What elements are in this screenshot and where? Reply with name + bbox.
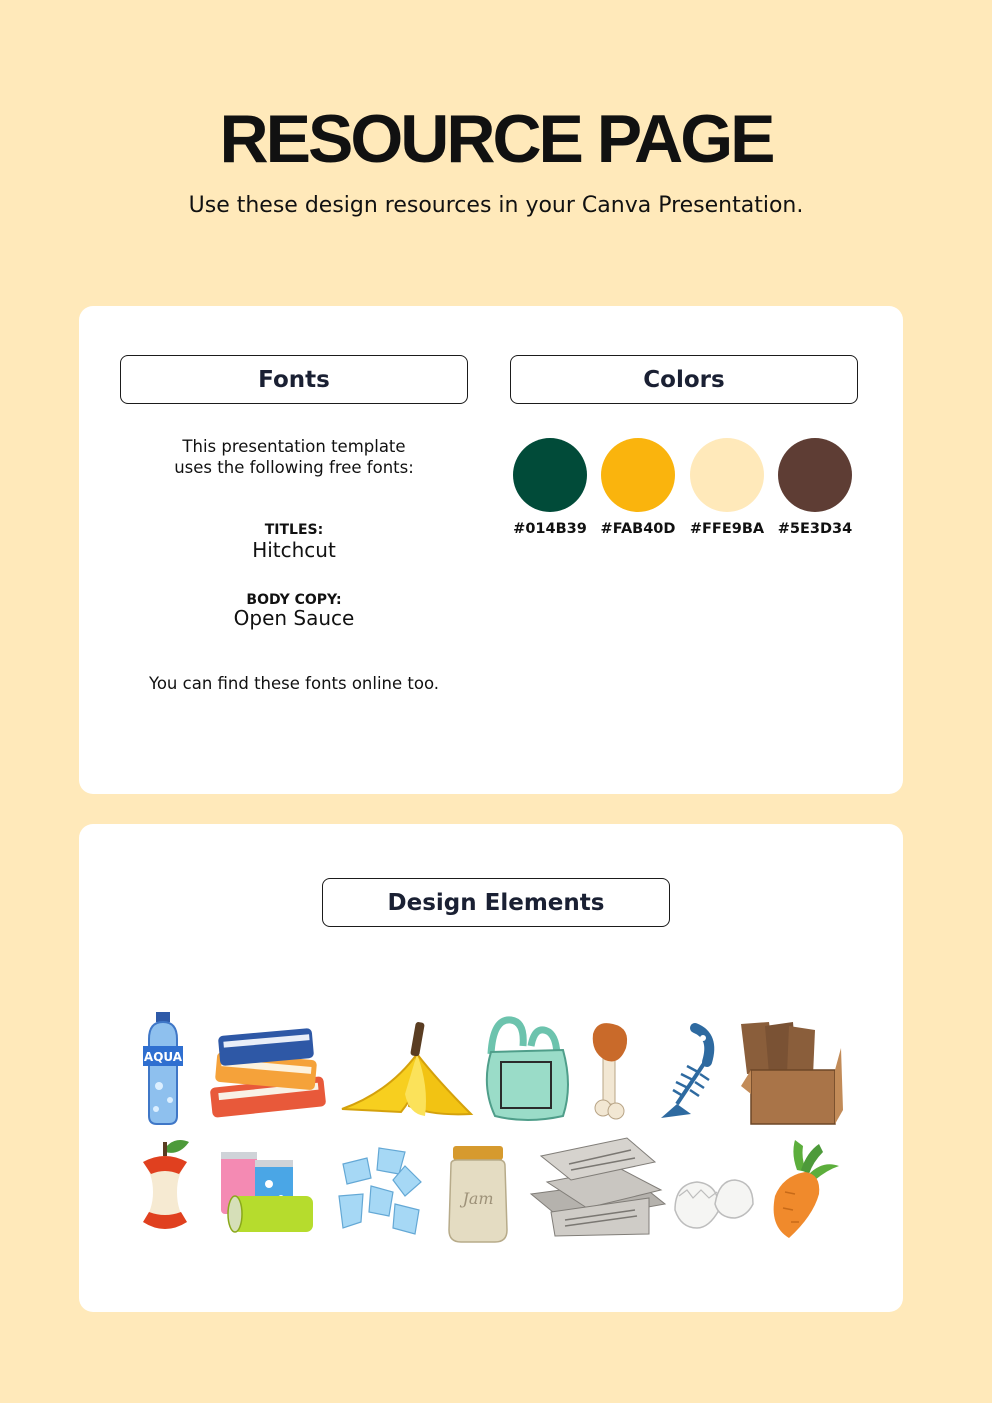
color-swatch-brown <box>778 438 852 512</box>
color-hex-label: #FAB40D <box>600 521 676 537</box>
color-hex-label: #5E3D34 <box>777 521 853 537</box>
apple-core-icon <box>143 1140 189 1229</box>
body-font-name: Open Sauce <box>233 606 355 630</box>
chicken-bone-icon <box>593 1023 627 1119</box>
fonts-intro-line1: This presentation template <box>182 437 406 456</box>
eggshells-icon <box>675 1180 753 1228</box>
color-swatch-cream <box>690 438 764 512</box>
fish-bone-icon <box>661 1028 709 1118</box>
plastic-bag-icon <box>487 1020 568 1120</box>
glass-jar-icon <box>449 1146 507 1242</box>
body-copy-label: BODY COPY: <box>246 592 342 608</box>
fonts-heading: Fonts <box>120 355 468 404</box>
design-elements-heading: Design Elements <box>322 878 670 927</box>
bottle-label: AQUA <box>143 1050 183 1064</box>
colors-heading: Colors <box>510 355 858 404</box>
titles-label: TITLES: <box>264 522 324 538</box>
banana-peel-icon <box>342 1022 471 1116</box>
titles-font-name: Hitchcut <box>252 538 336 562</box>
soda-cans-icon <box>221 1152 313 1232</box>
color-swatch-dark-green <box>513 438 587 512</box>
color-hex-label: #014B39 <box>513 521 587 537</box>
broken-glass-icon <box>339 1148 421 1234</box>
water-bottle-icon <box>143 1012 183 1124</box>
fonts-colors-card <box>79 306 903 794</box>
color-hex-label: #FFE9BA <box>689 521 765 537</box>
carrot-icon <box>774 1140 839 1238</box>
page-subtitle: Use these design resources in your Canva Presentation. <box>188 193 804 218</box>
design-elements-card <box>79 824 903 1312</box>
jar-label: Jam <box>462 1189 494 1208</box>
fonts-intro <box>120 436 468 478</box>
fonts-note: You can find these fonts online too. <box>148 674 440 693</box>
fonts-intro-line2: uses the following free fonts: <box>174 458 414 477</box>
color-swatch-yellow <box>601 438 675 512</box>
newspapers-icon <box>531 1138 665 1236</box>
cardboard-box-icon <box>741 1022 843 1124</box>
page-title: RESOURCE PAGE <box>219 101 773 177</box>
books-icon <box>210 1028 327 1118</box>
design-elements-illustrations <box>79 824 903 1312</box>
